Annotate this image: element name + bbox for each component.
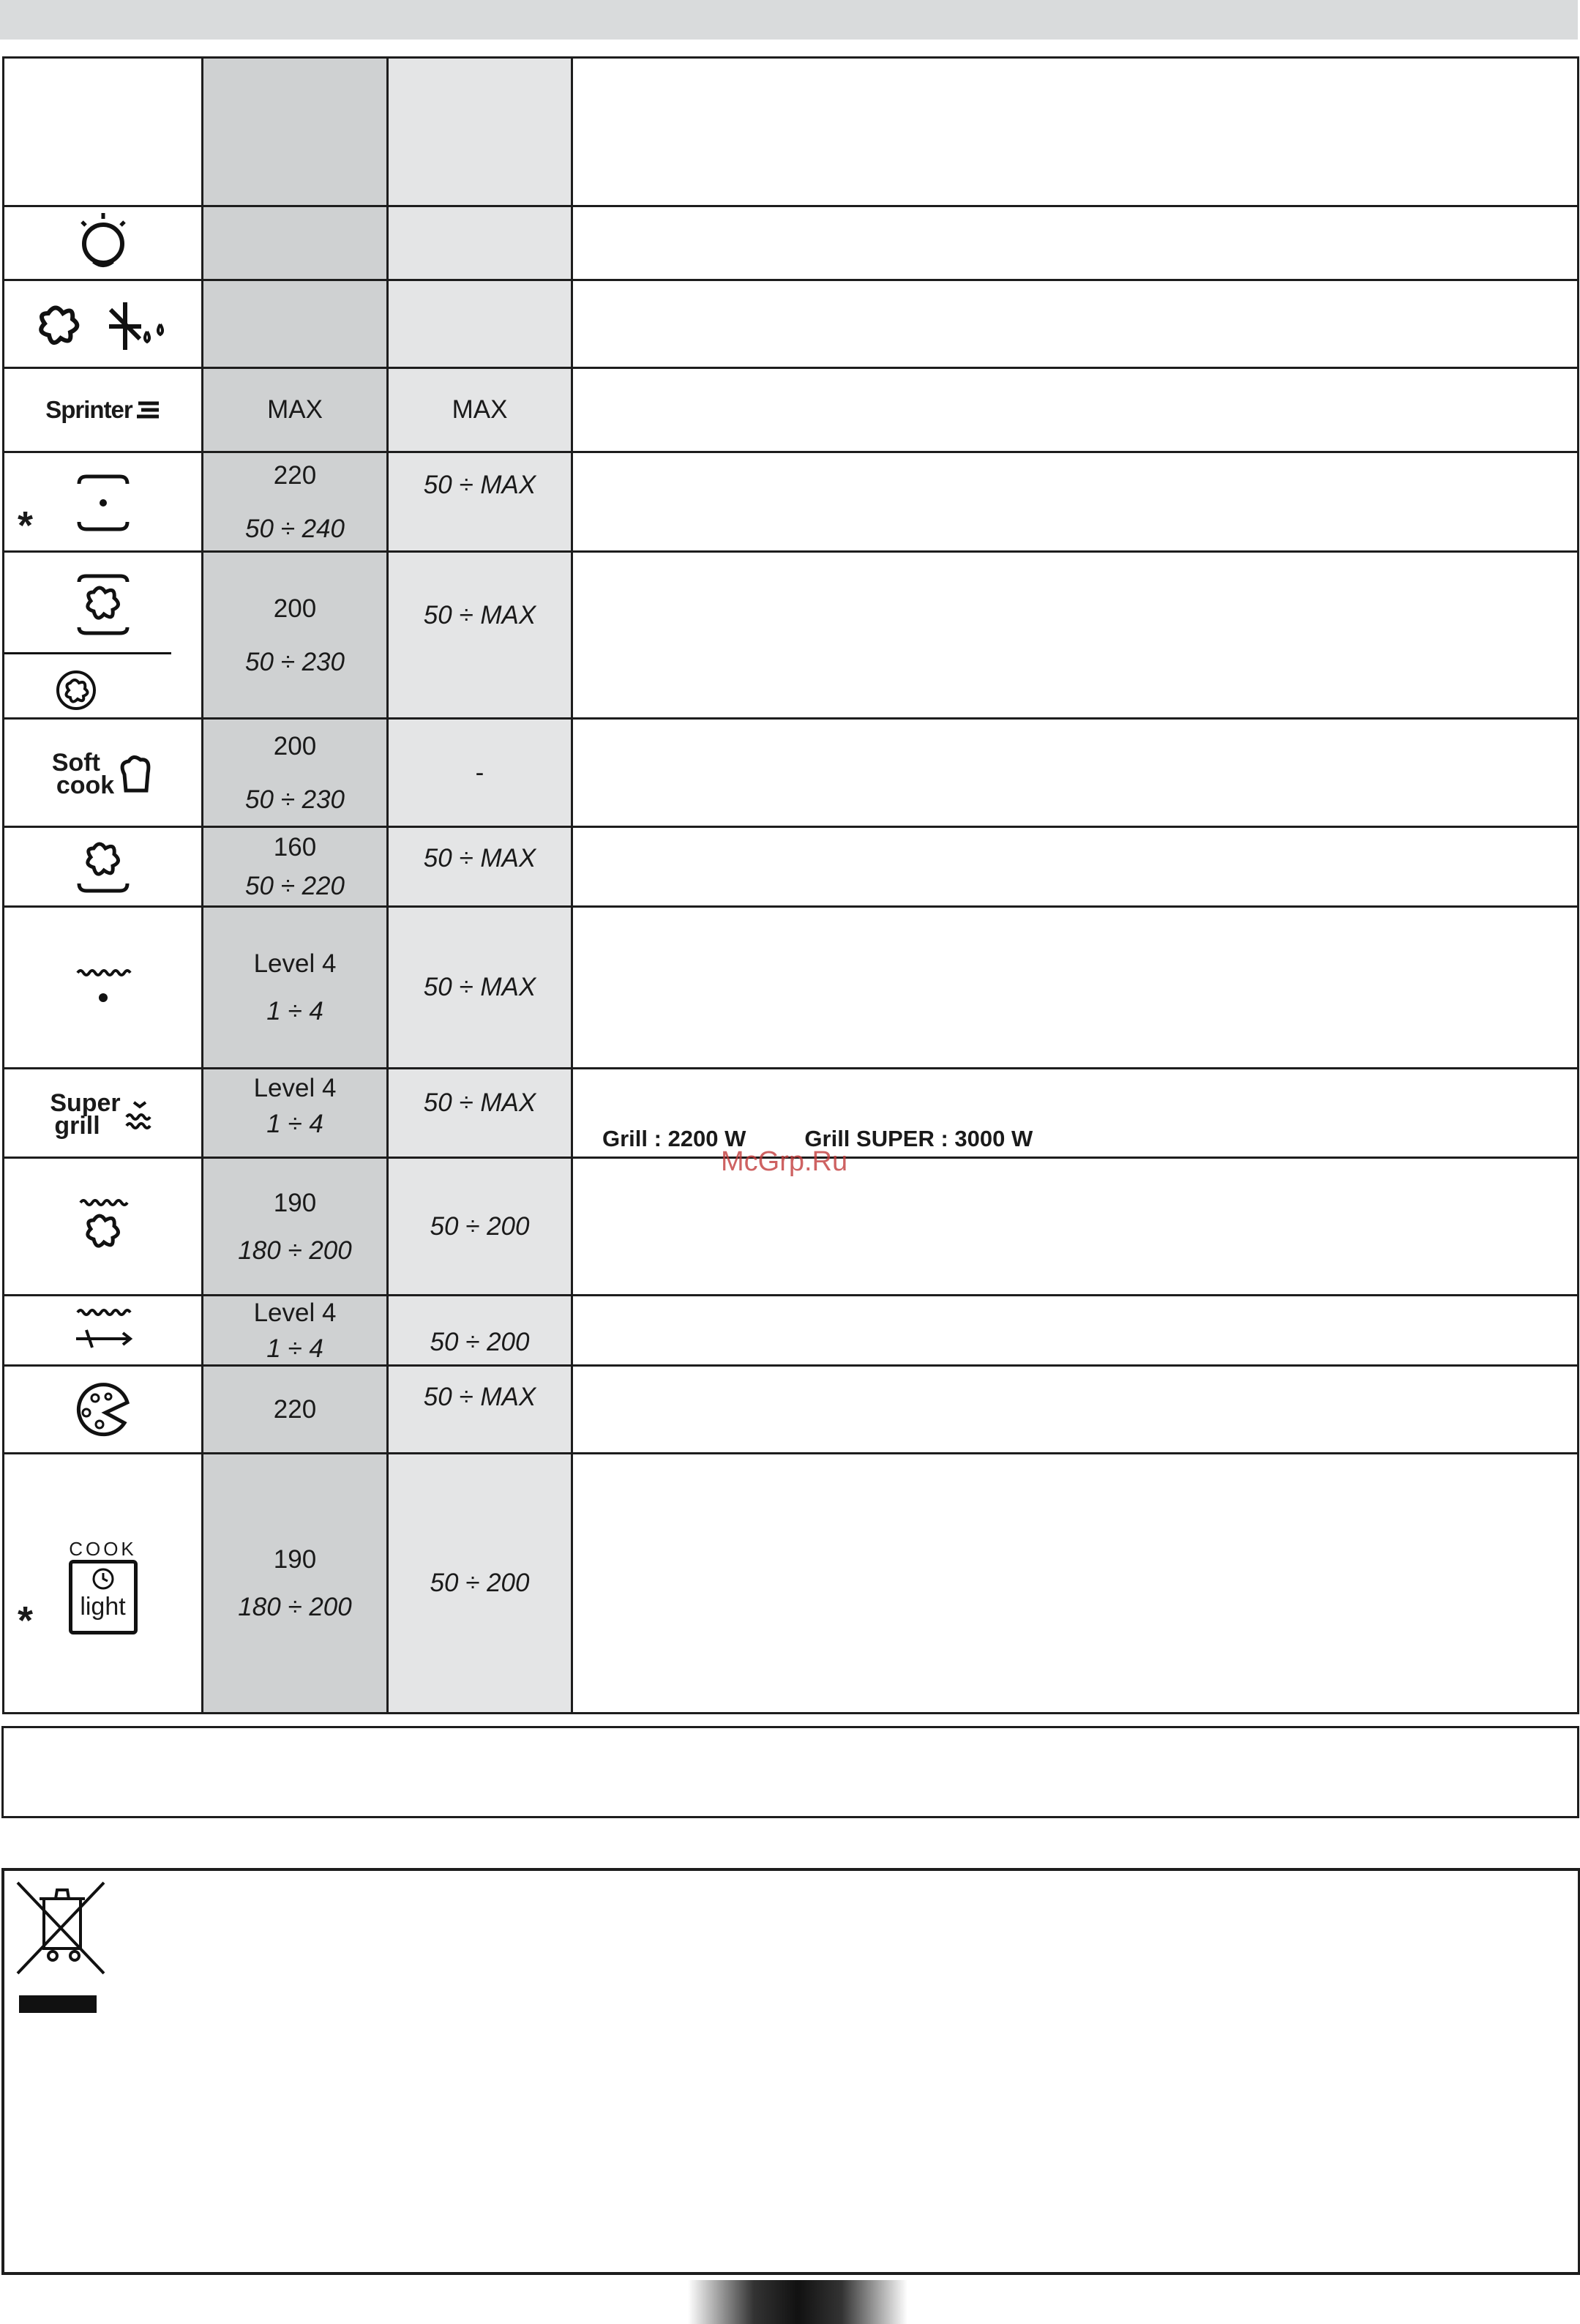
temp-cell — [203, 280, 388, 368]
description-cell — [572, 1296, 1579, 1366]
grill-icon — [70, 965, 136, 1009]
table-row — [4, 719, 1579, 827]
function-icon-cell — [4, 827, 203, 907]
function-icon-cell — [4, 1454, 203, 1714]
page-number-tab — [688, 2280, 907, 2324]
description-cell — [572, 1366, 1579, 1454]
table-row — [4, 827, 1579, 907]
power-cell: 50 ÷ MAX — [388, 1069, 572, 1158]
description-cell — [572, 827, 1579, 907]
power-cell: 50 ÷ MAX — [388, 1366, 572, 1454]
eco-fan-icon — [54, 668, 98, 712]
note-box — [1, 1726, 1579, 1818]
description-cell — [572, 907, 1579, 1069]
temp-cell: Level 4 1 ÷ 4 — [203, 1296, 388, 1366]
temp-cell: 220 — [203, 1366, 388, 1454]
weee-disposal-box — [1, 1868, 1580, 2275]
fan-forced-icon — [70, 569, 136, 642]
power-cell: 50 ÷ MAX — [388, 827, 572, 907]
function-icon-cell — [4, 1158, 203, 1296]
footnote-star: * — [18, 1599, 34, 1643]
function-icon-cell — [4, 1366, 203, 1454]
weee-bar — [19, 1995, 97, 2013]
oven-functions-table — [2, 56, 1579, 1714]
table-row — [4, 1366, 1579, 1454]
table-row — [4, 280, 1579, 368]
power-cell: 50 ÷ 200 — [388, 1296, 572, 1366]
temp-cell: Level 4 1 ÷ 4 — [203, 907, 388, 1069]
header-temp-cell — [203, 58, 388, 206]
table-row — [4, 552, 1579, 719]
function-icon-cell — [4, 1296, 203, 1366]
table-row — [4, 1158, 1579, 1296]
temp-cell: MAX — [203, 368, 388, 452]
function-icon-cell — [4, 552, 203, 719]
super-grill-icon: Super grill — [50, 1092, 155, 1137]
temp-cell: Level 4 1 ÷ 4 — [203, 1069, 388, 1158]
page-header-bar — [0, 0, 1578, 40]
static-oven-icon — [70, 469, 136, 535]
power-cell: 50 ÷ 200 — [388, 1158, 572, 1296]
power-cell — [388, 280, 572, 368]
table-header-row — [4, 58, 1579, 206]
fan-bottom-icon — [70, 834, 136, 900]
function-icon-cell — [4, 280, 203, 368]
header-function-cell — [4, 58, 203, 206]
temp-cell: 200 50 ÷ 230 — [203, 552, 388, 719]
description-cell — [572, 719, 1579, 827]
header-power-cell — [388, 58, 572, 206]
header-description-cell — [572, 58, 1579, 206]
table-row — [4, 907, 1579, 1069]
power-cell: - — [388, 719, 572, 827]
temp-cell: 160 50 ÷ 220 — [203, 827, 388, 907]
power-cell: MAX — [388, 368, 572, 452]
light-bulb-icon — [70, 210, 136, 276]
description-cell — [572, 280, 1579, 368]
function-icon-cell — [4, 1069, 203, 1158]
table-row — [4, 1454, 1579, 1714]
fan-grill-icon — [70, 1194, 136, 1260]
power-cell: 50 ÷ MAX — [388, 452, 572, 552]
description-cell — [572, 368, 1579, 452]
temp-cell: 220 50 ÷ 240 — [203, 452, 388, 552]
function-icon-cell — [4, 719, 203, 827]
function-icon-cell — [4, 206, 203, 280]
temp-cell: 200 50 ÷ 230 — [203, 719, 388, 827]
function-icon-cell — [4, 368, 203, 452]
description-cell — [572, 206, 1579, 280]
description-cell — [572, 1454, 1579, 1714]
table-row — [4, 1296, 1579, 1366]
grill-power-note: Grill : 2200 W Grill SUPER : 3000 W — [602, 1126, 1033, 1151]
cook-light-icon: COOK light — [69, 1539, 138, 1634]
power-cell: 50 ÷ MAX — [388, 552, 572, 719]
description-cell — [572, 452, 1579, 552]
defrost-icon — [30, 291, 176, 357]
function-icon-cell — [4, 907, 203, 1069]
watermark: McGrp.Ru — [721, 1146, 848, 1177]
temp-cell — [203, 206, 388, 280]
rotisserie-icon — [70, 1305, 136, 1356]
pizza-icon — [70, 1380, 136, 1439]
temp-cell: 190 180 ÷ 200 — [203, 1158, 388, 1296]
function-icon-cell — [4, 452, 203, 552]
table-row — [4, 1069, 1579, 1158]
description-cell — [572, 1069, 1579, 1158]
table-row — [4, 206, 1579, 280]
description-cell — [572, 552, 1579, 719]
table-row — [4, 452, 1579, 552]
crossed-bin-icon — [15, 1880, 110, 1982]
sprinter-icon: Sprinter — [45, 396, 132, 423]
temp-cell: 190 180 ÷ 200 — [203, 1454, 388, 1714]
power-cell: 50 ÷ MAX — [388, 907, 572, 1069]
description-cell — [572, 1158, 1579, 1296]
soft-cook-icon: Soft cook — [52, 752, 154, 796]
power-cell — [388, 206, 572, 280]
footnote-star: * — [18, 504, 34, 548]
power-cell: 50 ÷ 200 — [388, 1454, 572, 1714]
table-row — [4, 368, 1579, 452]
